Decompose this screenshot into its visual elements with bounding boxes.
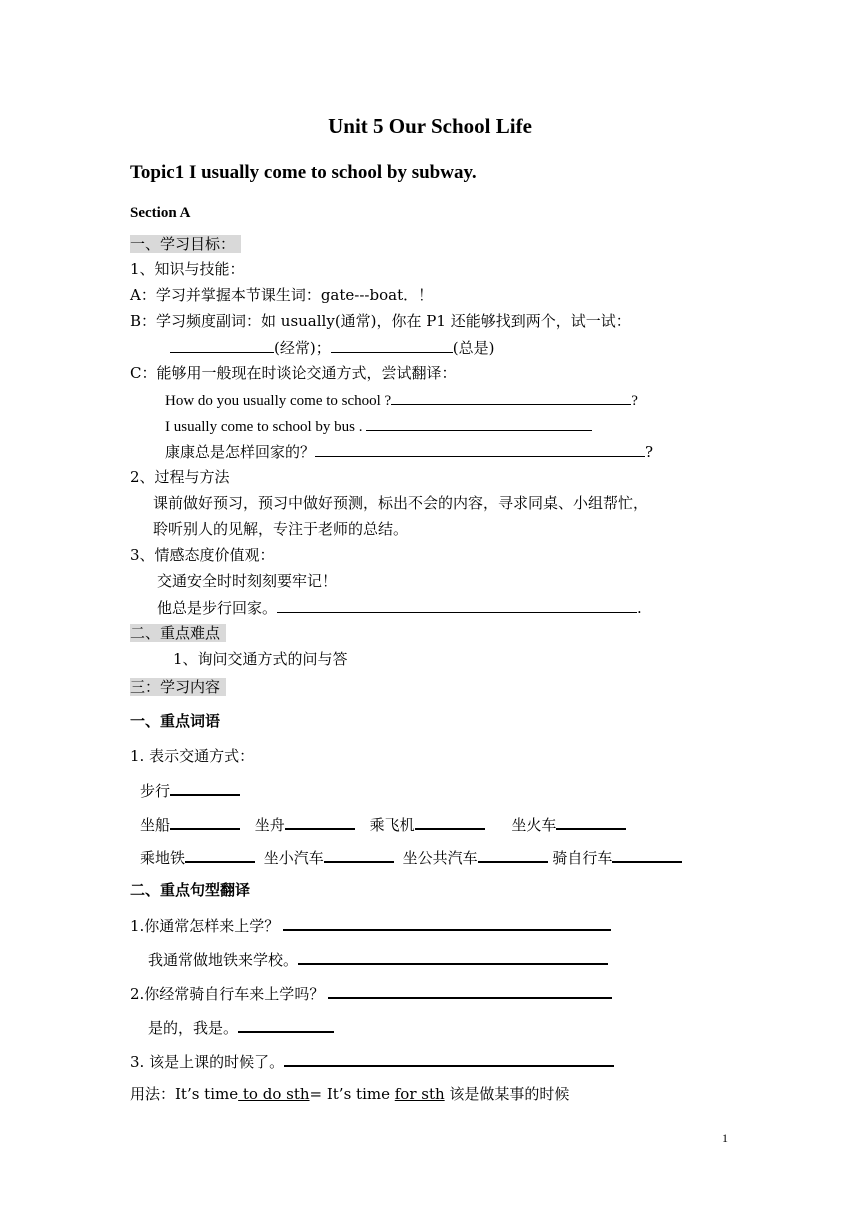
translate-line-3: 康康总是怎样回家的？ ? — [165, 440, 653, 463]
answer-blank[interactable] — [185, 845, 255, 863]
answer-blank[interactable] — [612, 845, 682, 863]
section-heading: Section A — [130, 205, 191, 221]
vocab-heading: 一、重点词语 — [130, 712, 221, 730]
answer-blank[interactable] — [328, 981, 612, 999]
document-title: Unit 5 Our School Life — [328, 114, 532, 138]
key-point-1: 1、询问交通方式的问与答 — [173, 650, 348, 668]
process-text-2: 聆听别人的见解，专注于老师的总结。 — [153, 520, 409, 538]
answer-blank[interactable] — [315, 440, 645, 457]
sentence-3: 3. 该是上课的时候了。 — [130, 1049, 614, 1073]
sentence-heading: 二、重点句型翻译 — [130, 881, 251, 899]
knowledge-skills: 1、知识与技能： — [130, 260, 245, 278]
objectives-heading: 一、学习目标： — [130, 233, 241, 255]
point-b: B：学习频度副词：如 usually(通常)，你在 P1 还能够找到两个，试一试： — [130, 312, 631, 330]
translate-line-1: How do you usually come to school ? ? — [165, 388, 638, 412]
sentence-1: 1.你通常怎样来上学？ — [130, 913, 611, 937]
vocab-intro: 1. 表示交通方式： — [130, 747, 255, 765]
answer-blank[interactable] — [324, 845, 394, 863]
answer-blank[interactable] — [170, 778, 240, 796]
process-text-1: 课前做好预习，预习中做好预测，标出不会的内容，寻求同桌、小组帮忙， — [153, 494, 649, 512]
point-b-blanks: (经常)； (总是) — [170, 336, 494, 359]
sentence-2-answer: 是的，我是。 — [148, 1015, 334, 1039]
page-number: 1 — [722, 1131, 728, 1145]
translate-line-2: I usually come to school by bus . — [165, 414, 592, 438]
attitude-text-2: 他总是步行回家。 . — [157, 596, 642, 619]
sentence-1-answer: 我通常做地铁来学校。 — [148, 947, 608, 971]
answer-blank[interactable] — [238, 1015, 334, 1033]
vocab-row-1: 步行 — [140, 778, 240, 802]
attitude-text-1: 交通安全时时刻刻要牢记！ — [157, 572, 338, 590]
content-heading: 三：学习内容 — [130, 676, 226, 698]
answer-blank[interactable] — [170, 336, 274, 353]
point-c: C：能够用一般现在时谈论交通方式，尝试翻译： — [130, 364, 457, 382]
point-a: A：学习并掌握本节课生词：gate---boat．！ — [130, 286, 434, 304]
answer-blank[interactable] — [285, 812, 355, 830]
usage-line: 用法：It’s time to do sth= It’s time for sth 该是做某事的时候 — [130, 1085, 570, 1103]
key-points-heading: 二、重点难点 — [130, 622, 226, 644]
vocab-row-3: 乘地铁 坐小汽车 坐公共汽车 骑自行车 — [140, 845, 682, 869]
topic-heading: Topic1 I usually come to school by subway. — [130, 162, 477, 183]
answer-blank[interactable] — [298, 947, 608, 965]
attitude-heading: 3、情感态度价值观： — [130, 546, 275, 564]
answer-blank[interactable] — [331, 336, 453, 353]
answer-blank[interactable] — [284, 1049, 614, 1067]
answer-blank[interactable] — [391, 388, 631, 405]
answer-blank[interactable] — [415, 812, 485, 830]
answer-blank[interactable] — [277, 596, 637, 613]
answer-blank[interactable] — [478, 845, 548, 863]
answer-blank[interactable] — [283, 913, 611, 931]
vocab-row-2: 坐船 坐舟 乘飞机 坐火车 — [140, 812, 626, 836]
answer-blank[interactable] — [170, 812, 240, 830]
answer-blank[interactable] — [366, 414, 592, 431]
process-heading: 2、过程与方法 — [130, 468, 230, 486]
answer-blank[interactable] — [556, 812, 626, 830]
sentence-2: 2.你经常骑自行车来上学吗？ — [130, 981, 612, 1005]
